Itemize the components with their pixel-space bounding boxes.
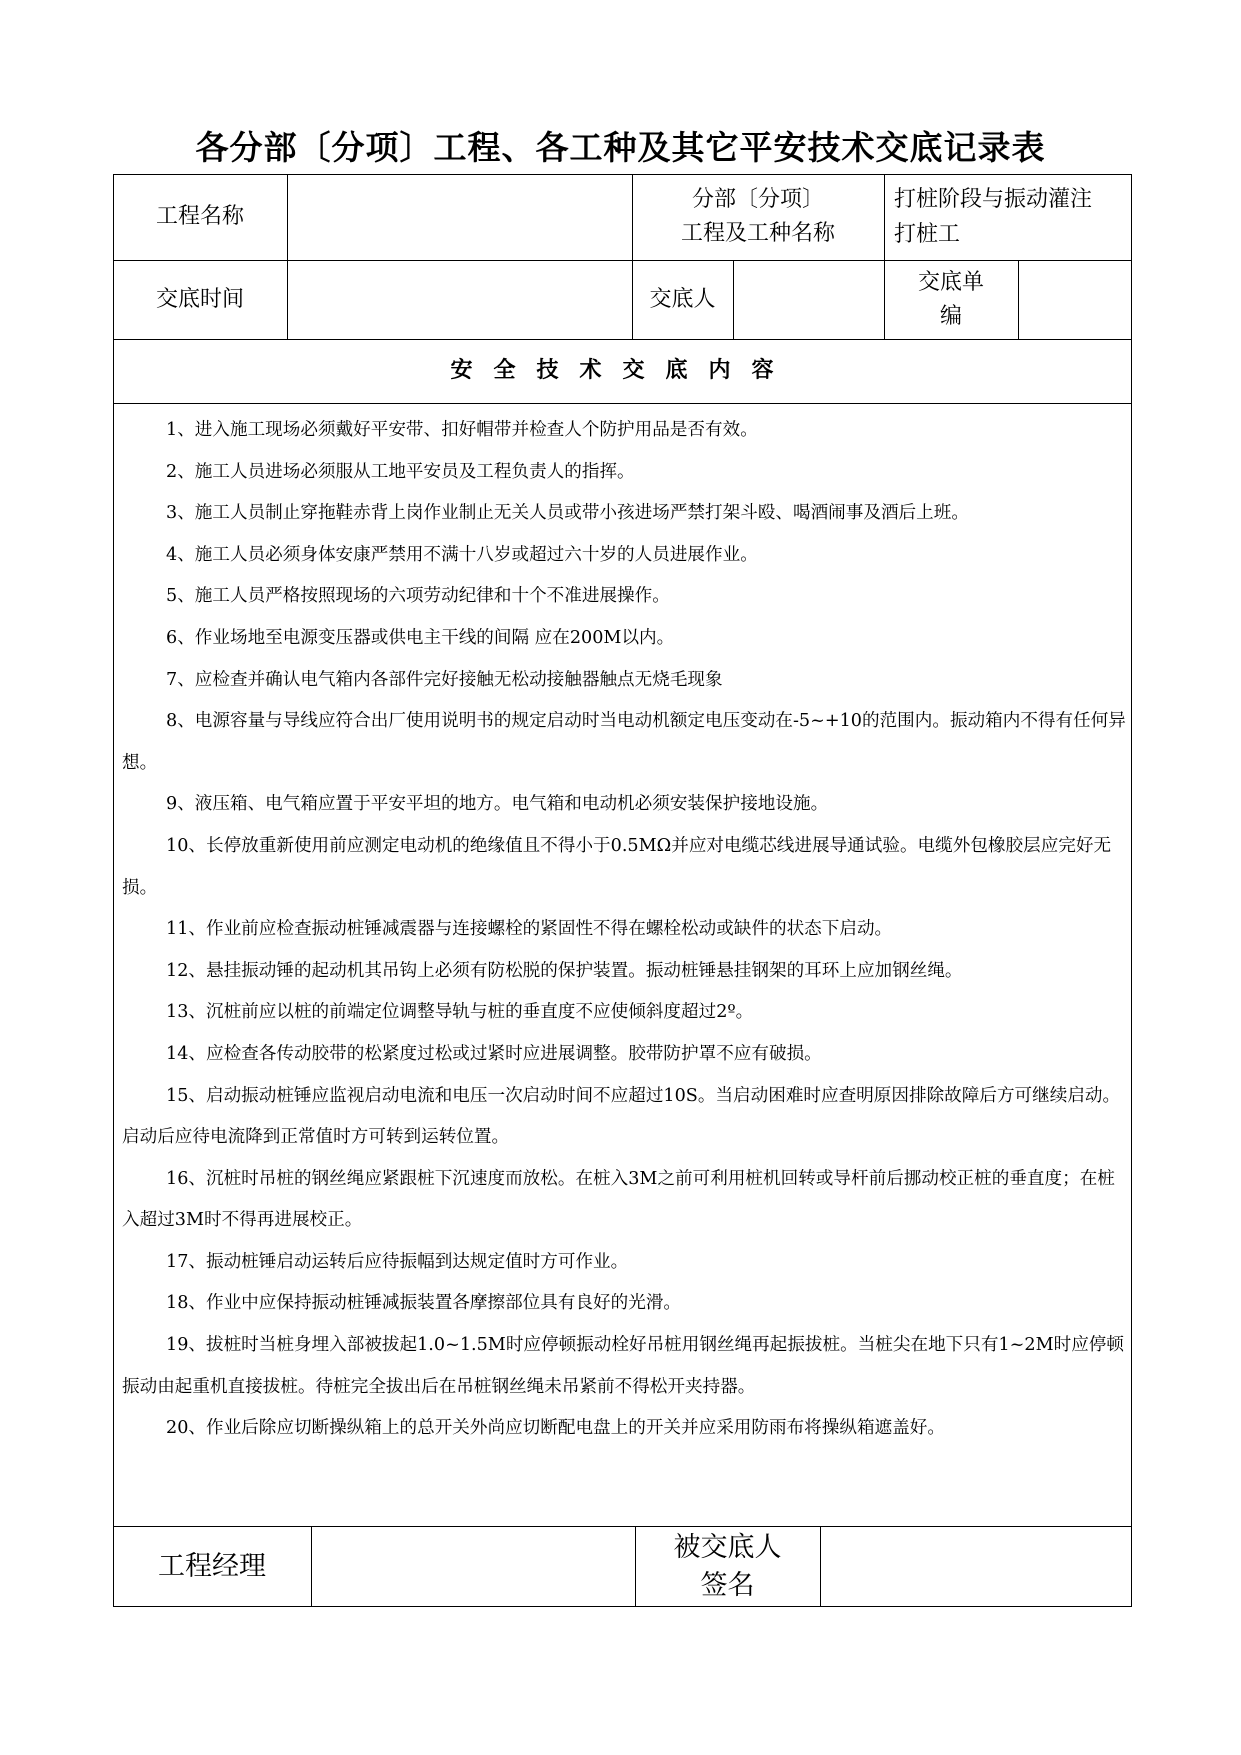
unit-label-line2: 编 xyxy=(939,303,962,329)
unit-label-line1: 交底单 xyxy=(917,269,984,295)
content-item: 12、悬挂振动锤的起动机其吊钩上必须有防松脱的保护装置。振动桩锤悬挂钢架的耳环上应加钢丝绳。 xyxy=(166,960,963,981)
subitem-value-line2: 打桩工 xyxy=(894,222,961,247)
document-title: 各分部〔分项〕工程、各工种及其它平安技术交底记录表 xyxy=(195,128,1046,167)
row-divider xyxy=(113,403,1132,404)
content-item: 14、应检查各传动胶带的松紧度过松或过紧时应进展调整。胶带防护罩不应有破损。 xyxy=(166,1043,822,1064)
content-item: 19、拔桩时当桩身埋入部被拔起1.0~1.5M时应停顿振动栓好吊桩用钢丝绳再起振拔桩。当桩尖在地下只有1~2M时应停顿振动由起重机直接拔桩。待桩完全拔出后在吊桩钢丝绳未吊紧前不得松开夹持器。 xyxy=(122,1335,1124,1397)
section-heading-text: 安全技术交底内容 xyxy=(450,358,795,383)
content-item: 2、施工人员进场必须服从工地平安员及工程负责人的指挥。 xyxy=(166,461,635,482)
content-item: 10、长停放重新使用前应测定电动机的绝缘值且不得小于0.5MΩ并应对电缆芯线进展导通试验。电缆外包橡胶层应完好无损。 xyxy=(122,835,1112,898)
project-name-label xyxy=(113,174,287,260)
content-item: 16、沉桩时吊桩的钢丝绳应紧跟桩下沉速度而放松。在桩入3M之前可利用桩机回转或导杆前后挪动校正桩的垂直度；在桩入超过3M时不得再进展校正。 xyxy=(122,1168,1115,1231)
subitem-label-line1: 分部〔分项〕 xyxy=(691,187,824,212)
receiver-value[interactable] xyxy=(820,1526,1132,1607)
receiver-label-line1: 被交底人 xyxy=(673,1531,782,1563)
subitem-value-line1: 打桩阶段与振动灌注 xyxy=(894,187,1093,212)
content-item: 13、沉桩前应以桩的前端定位调整导轨与桩的垂直度不应使倾斜度超过2º。 xyxy=(166,1002,754,1023)
manager-label xyxy=(113,1526,311,1607)
project-name-label-text: 工程名称 xyxy=(155,204,244,229)
safety-content xyxy=(122,410,1127,1450)
date-label-text: 交底时间 xyxy=(155,286,244,312)
date-value[interactable] xyxy=(287,260,632,339)
receiver-label-line2: 签名 xyxy=(700,1569,755,1601)
content-item: 6、作业场地至电源变压器或供电主干线的间隔 应在200M以内。 xyxy=(166,627,675,648)
content-item: 4、施工人员必须身体安康严禁用不满十八岁或超过六十岁的人员进展作业。 xyxy=(166,544,758,565)
content-item: 15、启动振动桩锤应监视启动电流和电压一次启动时间不应超过10S。当启动困难时应查明原因排除故障后方可继续启动。启动后应待电流降到正常值时方可转到运转位置。 xyxy=(122,1085,1121,1148)
subitem-label xyxy=(632,174,884,260)
content-item: 8、电源容量与导线应符合出厂使用说明书的规定启动时当电动机额定电压变动在-5~+10的范围内。振动箱内不得有任何异想。 xyxy=(122,711,1126,773)
subitem-label-line2: 工程及工种名称 xyxy=(680,221,835,246)
person-value[interactable] xyxy=(733,260,884,339)
content-item: 18、作业中应保持振动桩锤减振装置各摩擦部位具有良好的光滑。 xyxy=(166,1293,682,1314)
receiver-label xyxy=(635,1526,820,1607)
section-heading xyxy=(113,339,1132,403)
content-item: 11、作业前应检查振动桩锤减震器与连接螺栓的紧固性不得在螺栓松动或缺件的状态下启动。 xyxy=(166,919,893,940)
subitem-value[interactable] xyxy=(884,174,1132,260)
unit-value[interactable] xyxy=(1018,260,1132,339)
content-item: 7、应检查并确认电气箱内各部件完好接触无松动接触器触点无烧毛现象 xyxy=(166,669,723,690)
content-item: 1、进入施工现场必须戴好平安带、扣好帽带并检查人个防护用品是否有效。 xyxy=(166,420,758,440)
manager-value[interactable] xyxy=(311,1526,635,1607)
date-label xyxy=(113,260,287,339)
content-item: 3、施工人员制止穿拖鞋赤背上岗作业制止无关人员或带小孩进场严禁打架斗殴、喝酒闹事及酒后上班。 xyxy=(166,503,969,524)
content-item: 20、作业后除应切断操纵箱上的总开关外尚应切断配电盘上的开关并应采用防雨布将操纵箱遮盖好。 xyxy=(166,1418,945,1439)
manager-label-text: 工程经理 xyxy=(158,1550,266,1582)
project-name-value[interactable] xyxy=(287,174,632,260)
content-item: 17、振动桩锤启动运转后应待振幅到达规定值时方可作业。 xyxy=(166,1251,629,1272)
person-label-text: 交底人 xyxy=(649,286,716,312)
content-item: 5、施工人员严格按照现场的六项劳动纪律和十个不准进展操作。 xyxy=(166,586,670,607)
content-item: 9、液压箱、电气箱应置于平安平坦的地方。电气箱和电动机必须安装保护接地设施。 xyxy=(166,794,829,815)
unit-label xyxy=(884,260,1018,339)
person-label xyxy=(632,260,733,339)
